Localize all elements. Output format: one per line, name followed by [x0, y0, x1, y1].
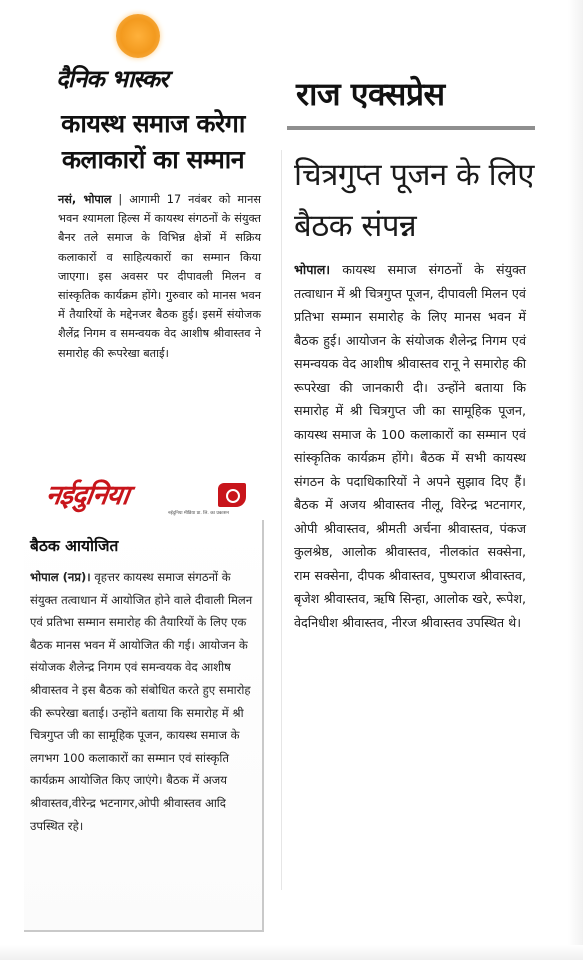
bhaskar-headline — [42, 106, 264, 178]
bhaskar-sun-logo — [116, 14, 160, 58]
bhaskar-masthead: दैनिक भास्कर — [56, 65, 168, 93]
naidunia-dateline: भोपाल (नप्र)। — [30, 570, 91, 584]
page-edge-shadow-bottom — [0, 945, 583, 960]
rajexpress-masthead-rule — [287, 126, 535, 130]
bhaskar-article-body: नसं, भोपाल | आगामी 17 नवंबर को मानस भवन श्यामला हिल्स में कायस्थ संगठनों के संयुक्त बैनर तले समाज के विभिन्न क्षेत्रों में सक्रिय कलाकारों व साहित्यकारों का सम्मान किया जाएगा। इस अवसर पर दीपावली मिलन व सांस्कृतिक कार्यक्रम होंगे। गुरुवार को मानस भवन में तैयारियों के मद्देनजर बैठक हुई। इसमें संयोजक शैलेंद्र निगम व समन्वयक वेद आशीष श्रीवास्तव ने समारोह की रूपरेखा बताई। — [58, 193, 261, 360]
bhaskar-headline-line1: कायस्थ समाज करेगा — [61, 109, 245, 138]
bhaskar-article-text: आगामी 17 नवंबर को मानस भवन श्यामला हिल्स में कायस्थ संगठनों के संयुक्त बैनर तले समाज के विभिन्न क्षेत्रों में सक्रिय कलाकारों व साहित्यकारों का सम्मान किया जाएगा। इस अवसर पर दीपावली मिलन व सांस्कृतिक कार्यक्रम होंगे। गुरुवार को मानस भवन में तैयारियों के मद्देनजर बैठक हुई। इसमें संयोजक शैलेंद्र निगम व समन्वयक वेद आशीष श्रीवास्तव ने समारोह की रूपरेखा बताई। — [58, 193, 261, 360]
naidunia-masthead: नईदुनिया — [43, 480, 131, 511]
page-edge-shadow-right — [568, 0, 583, 960]
rajexpress-article-text: कायस्थ समाज संगठनों के संयुक्त तत्वाधान में श्री चित्रगुप्त पूजन, दीपावली मिलन एवं प्रतिभा सम्मान समारोह के लिए मानस भवन में बैठक हुई। आयोजन के संयोजक शैलेन्द्र निगम एवं समन्वयक वेद आशीष श्रीवास्तव रानू ने समारोह की रूपरेखा की जानकारी दी। उन्होंने बताया कि समारोह में श्री चित्रगुप्त जी का सामूहिक पूजन, कायस्थ समाज के 100 कलाकारों का सम्मान एवं सांस्कृतिक कार्यक्रम होंगे। बैठक में सभी कायस्थ संगठन के पदाधिकारियों ने अपने सुझाव दिए हैं। बैठक में अजय श्रीवास्तव नीलू, विरेन्द्र भटनागर, ओपी श्रीवास्तव, श्रीमती अर्चना श्रीवास्तव, पंकज कुलश्रेष्ठ, आलोक श्रीवास्तव, नीलकांत सक्सेना, राम सक्सेना, दीपक श्रीवास्तव, पुष्पराज श्रीवास्तव, बृजेश श्रीवास्तव, ऋषि सिन्हा, आलोक खरे, रूपेश, वेदनिधीश श्रीवास्तव, नीरज श्रीवास्तव उपस्थित थे। — [294, 262, 526, 630]
naidunia-headline: बैठक आयोजित — [30, 537, 119, 555]
rajexpress-article-body — [294, 258, 526, 634]
naidunia-article-text: वृहत्तर कायस्थ समाज संगठनों के संयुक्त तत्वाधान में आयोजित होने वाले दीवाली मिलन एवं प्रतिभा सम्मान समारोह की तैयारियों के लिए एक बैठक मानस भवन में आयोजित की गई। आयोजन के संयोजक शैलेन्द्र निगम एवं समन्वयक वेद आशीष श्रीवास्तव ने इस बैठक को संबोधित करते हुए समारोह की रूपरेखा बताई। उन्होंने बताया कि समारोह में श्री चित्रगुप्त जी का सामूहिक पूजन, कायस्थ समाज के लगभग 100 कलाकारों का सम्मान एवं सांस्कृति कार्यक्रम आयोजित किए जाएंगे। बैठक में अजय श्रीवास्तव,वीरेन्द्र भटनागर,ओपी श्रीवास्तव आदि उपस्थित रहे। — [30, 570, 253, 833]
naidunia-hand-emblem-icon — [218, 483, 246, 507]
rajexpress-masthead: राज एक्सप्रेस — [296, 75, 445, 113]
bhaskar-headline-line2: कलाकारों का सम्मान — [61, 145, 245, 174]
naidunia-tagline: नईदुनिया मीडिया प्रा. लि. का प्रकाशन — [168, 511, 230, 516]
column-separator — [281, 150, 282, 890]
rajexpress-headline: चित्रगुप्त पूजन के लिए बैठक संपन्न — [294, 157, 534, 244]
rajexpress-dateline: भोपाल। — [294, 262, 331, 277]
naidunia-article-body — [30, 566, 256, 837]
bhaskar-dateline: नसं, भोपाल — [58, 193, 112, 206]
